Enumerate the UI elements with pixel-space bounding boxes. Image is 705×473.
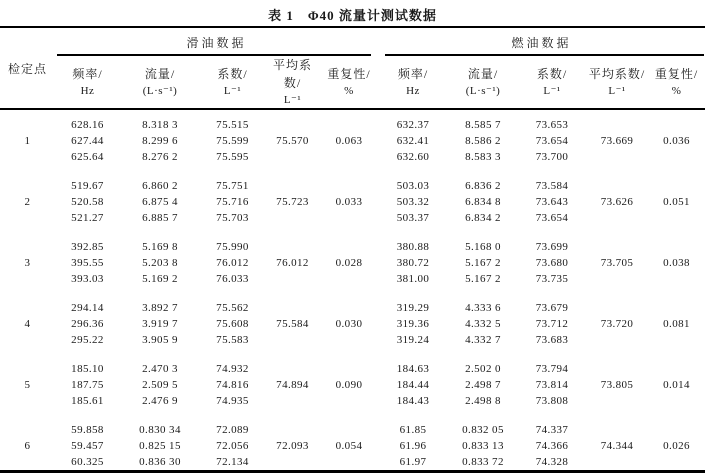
table-row — [0, 255, 705, 271]
cell-oil-avg — [265, 332, 320, 348]
cell-fuel-coef: 73.584 — [535, 180, 569, 192]
cell-fuel-rep: 0.038 — [663, 257, 690, 269]
cell-oil-freq: 59.858 — [71, 424, 104, 436]
cell-fuel-avg — [586, 348, 648, 377]
cell-fuel-coef: 73.794 — [535, 363, 569, 375]
cell-fuel-coef: 73.700 — [535, 151, 569, 163]
cell-fuel-avg — [586, 210, 648, 226]
cell-oil-flow: 2.476 9 — [142, 395, 178, 407]
cell-oil-freq: 395.55 — [71, 257, 104, 269]
cell-point: 5 — [24, 379, 31, 391]
cell-oil-coef: 72.134 — [216, 456, 249, 468]
cell-point: 4 — [24, 318, 31, 330]
cell-fuel-coef: 74.366 — [535, 440, 569, 452]
cell-point — [0, 271, 55, 287]
cell-oil-flow: 5.169 8 — [142, 241, 178, 253]
cell-oil-rep — [320, 287, 378, 316]
cell-oil-avg: 72.093 — [276, 440, 309, 452]
cell-oil-coef: 75.990 — [216, 241, 249, 253]
cell-oil-avg — [265, 287, 320, 316]
cell-fuel-flow: 2.498 8 — [465, 395, 501, 407]
cell-oil-avg — [265, 348, 320, 377]
cell-oil-avg — [265, 210, 320, 226]
table-row — [0, 287, 705, 316]
cell-oil-avg — [265, 226, 320, 255]
cell-oil-rep: 0.054 — [335, 440, 363, 452]
cell-oil-rep — [320, 149, 378, 165]
cell-oil-rep: 0.033 — [335, 196, 363, 208]
table-body — [0, 109, 705, 472]
cell-fuel-coef: 73.679 — [535, 302, 569, 314]
table-row — [0, 210, 705, 226]
table-row — [0, 226, 705, 255]
cell-oil-freq: 628.16 — [71, 119, 104, 131]
cell-fuel-freq: 319.29 — [396, 302, 430, 314]
cell-oil-flow: 3.905 9 — [142, 334, 178, 346]
cell-oil-coef: 74.935 — [216, 395, 249, 407]
cell-oil-rep — [320, 271, 378, 287]
cell-point: 1 — [24, 135, 31, 147]
table-row — [0, 332, 705, 348]
cell-oil-avg — [265, 149, 320, 165]
cell-oil-coef: 72.089 — [216, 424, 249, 436]
table-row — [0, 393, 705, 409]
cell-fuel-rep: 0.081 — [663, 318, 690, 330]
column-header-oil-coefficient: 系数/ L⁻¹ — [217, 67, 248, 97]
cell-fuel-freq: 381.00 — [396, 273, 430, 285]
cell-oil-avg: 75.723 — [276, 196, 309, 208]
cell-oil-freq: 59.457 — [71, 440, 104, 452]
cell-fuel-freq: 380.88 — [396, 241, 430, 253]
cell-oil-freq: 187.75 — [71, 379, 104, 391]
cell-fuel-avg — [586, 149, 648, 165]
cell-fuel-coef: 73.680 — [535, 257, 569, 269]
cell-oil-avg — [265, 165, 320, 194]
cell-fuel-rep: 0.014 — [663, 379, 690, 391]
cell-fuel-freq: 380.72 — [396, 257, 430, 269]
sub-header-row — [0, 56, 705, 109]
cell-fuel-flow: 6.834 2 — [465, 212, 501, 224]
cell-oil-freq: 185.61 — [71, 395, 104, 407]
table-row — [0, 149, 705, 165]
cell-oil-flow: 6.860 2 — [142, 180, 178, 192]
cell-fuel-rep — [648, 210, 705, 226]
cell-oil-freq: 393.03 — [71, 273, 104, 285]
cell-point: 2 — [24, 196, 31, 208]
cell-fuel-freq: 184.63 — [396, 363, 430, 375]
cell-fuel-flow: 8.586 2 — [465, 135, 501, 147]
cell-oil-coef: 75.515 — [216, 119, 249, 131]
cell-oil-rep: 0.030 — [335, 318, 363, 330]
cell-fuel-rep — [648, 271, 705, 287]
cell-fuel-avg: 73.626 — [600, 196, 634, 208]
cell-oil-coef: 75.595 — [216, 151, 249, 163]
cell-fuel-freq: 503.37 — [396, 212, 430, 224]
cell-point — [0, 332, 55, 348]
cell-fuel-avg: 73.805 — [600, 379, 634, 391]
column-header-fuel-coefficient: 系数/ L⁻¹ — [536, 67, 568, 97]
column-header-fuel-repeatability: 重复性/ % — [654, 67, 699, 97]
cell-fuel-flow: 0.832 05 — [462, 424, 504, 436]
cell-oil-freq: 294.14 — [71, 302, 104, 314]
table-row — [0, 348, 705, 377]
cell-point — [0, 393, 55, 409]
cell-oil-freq: 392.85 — [71, 241, 104, 253]
cell-oil-avg: 74.894 — [276, 379, 309, 391]
cell-fuel-coef: 74.328 — [535, 456, 569, 468]
cell-fuel-rep — [648, 454, 705, 472]
cell-fuel-rep: 0.051 — [663, 196, 690, 208]
cell-fuel-rep — [648, 409, 705, 438]
cell-fuel-coef: 73.683 — [535, 334, 569, 346]
cell-oil-rep — [320, 348, 378, 377]
cell-oil-rep — [320, 165, 378, 194]
cell-fuel-rep — [648, 226, 705, 255]
data-table — [0, 26, 705, 473]
cell-fuel-flow: 8.585 7 — [465, 119, 501, 131]
cell-oil-flow: 0.830 34 — [139, 424, 181, 436]
cell-oil-avg: 75.570 — [276, 135, 309, 147]
cell-oil-flow: 5.203 8 — [142, 257, 178, 269]
cell-fuel-rep — [648, 348, 705, 377]
cell-fuel-flow: 0.833 72 — [462, 456, 504, 468]
column-header-fuel-flow: 流量/ (L·s⁻¹) — [465, 67, 501, 97]
cell-oil-coef: 75.703 — [216, 212, 249, 224]
cell-fuel-avg — [586, 271, 648, 287]
cell-oil-freq: 185.10 — [71, 363, 104, 375]
cell-fuel-rep: 0.026 — [663, 440, 690, 452]
cell-fuel-coef: 73.699 — [535, 241, 569, 253]
cell-oil-flow: 2.509 5 — [142, 379, 178, 391]
cell-fuel-freq: 184.43 — [396, 395, 430, 407]
cell-oil-avg: 75.584 — [276, 318, 309, 330]
cell-fuel-flow: 6.836 2 — [465, 180, 501, 192]
cell-oil-rep — [320, 409, 378, 438]
cell-oil-coef: 75.751 — [216, 180, 249, 192]
cell-oil-avg — [265, 393, 320, 409]
cell-fuel-avg — [586, 109, 648, 133]
cell-fuel-rep: 0.036 — [663, 135, 690, 147]
cell-oil-freq: 519.67 — [71, 180, 104, 192]
cell-fuel-rep — [648, 287, 705, 316]
table-row — [0, 271, 705, 287]
cell-fuel-avg: 73.720 — [600, 318, 634, 330]
cell-fuel-avg — [586, 165, 648, 194]
table-row — [0, 316, 705, 332]
cell-fuel-freq: 61.85 — [399, 424, 427, 436]
cell-oil-rep: 0.063 — [335, 135, 363, 147]
cell-fuel-flow: 5.167 2 — [465, 273, 501, 285]
cell-oil-coef: 72.056 — [216, 440, 249, 452]
cell-fuel-freq: 61.97 — [399, 456, 427, 468]
cell-fuel-coef: 73.654 — [535, 212, 569, 224]
cell-oil-coef: 74.932 — [216, 363, 249, 375]
cell-oil-rep — [320, 454, 378, 472]
cell-oil-avg — [265, 454, 320, 472]
cell-fuel-rep — [648, 332, 705, 348]
cell-fuel-flow: 0.833 13 — [462, 440, 504, 452]
column-header-fuel-avg-coefficient: 平均系数/ L⁻¹ — [588, 67, 646, 97]
cell-point — [0, 165, 55, 194]
cell-oil-rep: 0.090 — [335, 379, 363, 391]
cell-point: 6 — [24, 440, 31, 452]
cell-fuel-coef: 73.643 — [535, 196, 569, 208]
cell-fuel-coef: 73.808 — [535, 395, 569, 407]
cell-fuel-flow: 2.502 0 — [465, 363, 501, 375]
cell-oil-freq: 296.36 — [71, 318, 104, 330]
cell-oil-rep — [320, 210, 378, 226]
cell-oil-coef: 75.599 — [216, 135, 249, 147]
cell-fuel-coef: 73.653 — [535, 119, 569, 131]
cell-fuel-freq: 61.96 — [399, 440, 427, 452]
cell-oil-freq: 627.44 — [71, 135, 104, 147]
cell-oil-freq: 521.27 — [71, 212, 104, 224]
cell-oil-coef: 76.012 — [216, 257, 249, 269]
cell-fuel-coef: 73.654 — [535, 135, 569, 147]
group-header-oil: 滑油数据 — [55, 27, 378, 56]
cell-oil-flow: 2.470 3 — [142, 363, 178, 375]
cell-fuel-freq: 184.44 — [396, 379, 430, 391]
cell-oil-freq: 520.58 — [71, 196, 104, 208]
cell-fuel-flow: 2.498 7 — [465, 379, 501, 391]
cell-fuel-flow: 5.167 2 — [465, 257, 501, 269]
column-header-oil-flow: 流量/ (L·s⁻¹) — [142, 67, 178, 97]
table-row — [0, 109, 705, 133]
cell-fuel-coef: 74.337 — [535, 424, 569, 436]
column-header-oil-avg-coefficient: 平均系数/ L⁻¹ — [272, 58, 312, 106]
cell-fuel-avg — [586, 454, 648, 472]
cell-point — [0, 226, 55, 255]
cell-oil-freq: 60.325 — [71, 456, 104, 468]
cell-fuel-coef: 73.735 — [535, 273, 569, 285]
cell-oil-flow: 8.299 6 — [142, 135, 178, 147]
cell-oil-freq: 625.64 — [71, 151, 104, 163]
cell-fuel-freq: 632.60 — [396, 151, 430, 163]
cell-fuel-flow: 8.583 3 — [465, 151, 501, 163]
cell-fuel-flow: 6.834 8 — [465, 196, 501, 208]
cell-oil-rep — [320, 109, 378, 133]
cell-fuel-rep — [648, 109, 705, 133]
cell-point — [0, 109, 55, 133]
table-row — [0, 194, 705, 210]
cell-fuel-avg: 74.344 — [600, 440, 634, 452]
cell-fuel-avg: 73.669 — [600, 135, 634, 147]
cell-oil-coef: 75.608 — [216, 318, 249, 330]
cell-fuel-freq: 632.41 — [396, 135, 430, 147]
cell-oil-rep — [320, 393, 378, 409]
table-header — [0, 27, 705, 109]
table-title-text: Φ40 流量计测试数据 — [307, 8, 437, 23]
cell-fuel-flow: 4.332 5 — [465, 318, 501, 330]
cell-oil-coef: 74.816 — [216, 379, 249, 391]
cell-fuel-freq: 632.37 — [396, 119, 430, 131]
cell-oil-flow: 6.885 7 — [142, 212, 178, 224]
cell-fuel-freq: 319.24 — [396, 334, 430, 346]
cell-oil-coef: 75.716 — [216, 196, 249, 208]
cell-oil-flow: 5.169 2 — [142, 273, 178, 285]
cell-oil-rep: 0.028 — [335, 257, 363, 269]
cell-fuel-avg — [586, 226, 648, 255]
cell-oil-avg — [265, 409, 320, 438]
cell-fuel-rep — [648, 165, 705, 194]
cell-oil-flow: 3.892 7 — [142, 302, 178, 314]
column-header-fuel-frequency: 频率/ Hz — [397, 67, 429, 97]
column-header-oil-frequency: 频率/ Hz — [72, 67, 103, 97]
cell-oil-flow: 6.875 4 — [142, 196, 178, 208]
cell-point: 3 — [24, 257, 31, 269]
cell-oil-flow: 0.825 15 — [139, 440, 181, 452]
cell-fuel-flow: 4.332 7 — [465, 334, 501, 346]
column-header-oil-repeatability: 重复性/ % — [327, 67, 371, 97]
cell-point — [0, 149, 55, 165]
table-row — [0, 133, 705, 149]
cell-oil-avg — [265, 271, 320, 287]
cell-fuel-freq: 503.03 — [396, 180, 430, 192]
cell-oil-avg — [265, 109, 320, 133]
cell-fuel-avg — [586, 287, 648, 316]
cell-fuel-avg — [586, 409, 648, 438]
cell-oil-flow: 3.919 7 — [142, 318, 178, 330]
cell-oil-coef: 75.562 — [216, 302, 249, 314]
table-title-label: 表 1 — [268, 8, 294, 23]
cell-oil-avg: 76.012 — [276, 257, 309, 269]
group-header-fuel: 燃油数据 — [378, 27, 705, 56]
cell-fuel-freq: 503.32 — [396, 196, 430, 208]
table-row — [0, 438, 705, 454]
cell-fuel-avg — [586, 393, 648, 409]
cell-oil-flow: 8.318 3 — [142, 119, 178, 131]
table-title — [0, 0, 705, 26]
cell-point — [0, 409, 55, 438]
cell-oil-rep — [320, 332, 378, 348]
cell-fuel-freq: 319.36 — [396, 318, 430, 330]
group-header-row — [0, 27, 705, 56]
cell-oil-rep — [320, 226, 378, 255]
table-row — [0, 454, 705, 472]
cell-point — [0, 210, 55, 226]
column-header-point: 检定点 — [7, 61, 47, 76]
table-row — [0, 409, 705, 438]
cell-fuel-avg — [586, 332, 648, 348]
cell-fuel-rep — [648, 149, 705, 165]
cell-point — [0, 454, 55, 472]
cell-fuel-flow: 5.168 0 — [465, 241, 501, 253]
cell-oil-coef: 76.033 — [216, 273, 249, 285]
cell-fuel-coef: 73.712 — [535, 318, 569, 330]
cell-fuel-rep — [648, 393, 705, 409]
cell-fuel-flow: 4.333 6 — [465, 302, 501, 314]
table-row — [0, 377, 705, 393]
table-row — [0, 165, 705, 194]
cell-point — [0, 287, 55, 316]
cell-oil-freq: 295.22 — [71, 334, 104, 346]
cell-oil-coef: 75.583 — [216, 334, 249, 346]
cell-oil-flow: 8.276 2 — [142, 151, 178, 163]
cell-point — [0, 348, 55, 377]
cell-oil-flow: 0.836 30 — [139, 456, 181, 468]
cell-fuel-coef: 73.814 — [535, 379, 569, 391]
cell-fuel-avg: 73.705 — [600, 257, 634, 269]
